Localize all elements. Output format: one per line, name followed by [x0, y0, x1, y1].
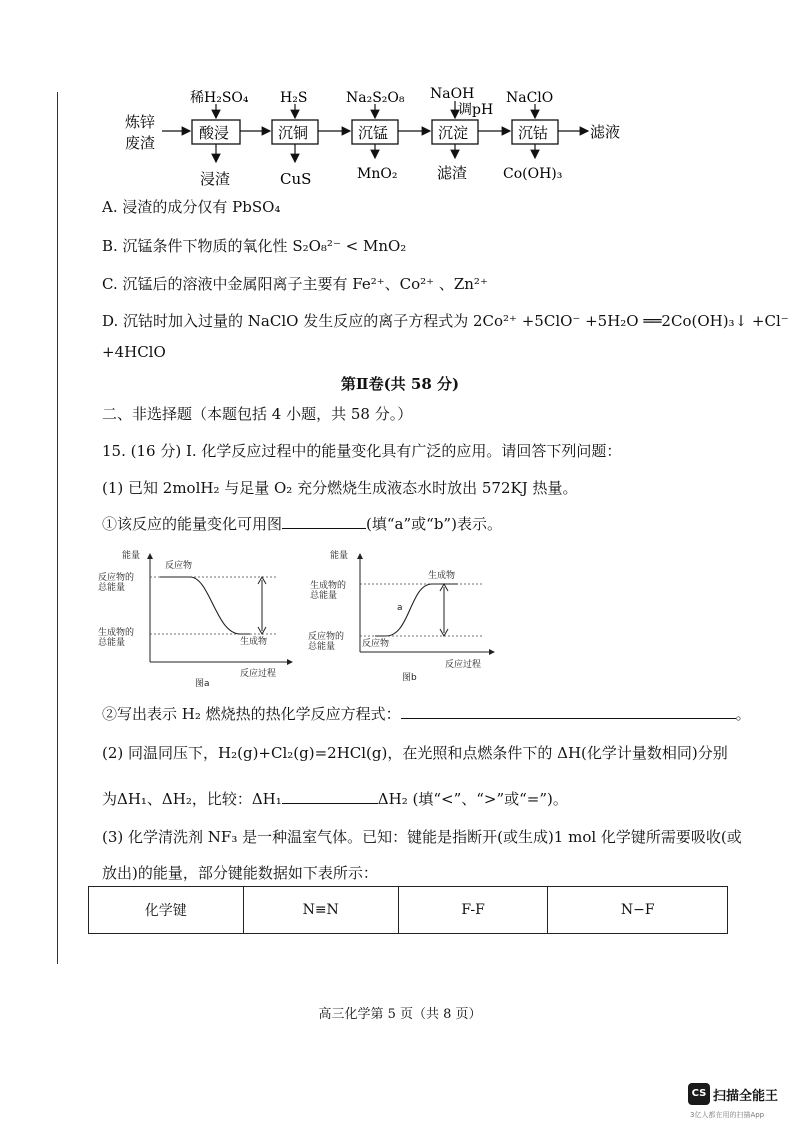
flow-reagent-na2s2o8: Na₂S₂O₈	[346, 90, 405, 106]
flow-reagent-naoh: NaOH	[430, 86, 475, 102]
graph-a-xlabel: 反应过程	[240, 669, 277, 679]
page-footer: 高三化学第 5 页（共 8 页）	[318, 1007, 482, 1022]
q15-part1: (1) 已知 2molH₂ 与足量 O₂ 充分燃烧生成液态水时放出 572KJ 热量。	[102, 479, 578, 497]
scanner-logo-icon: CS	[688, 1083, 710, 1105]
answer-blank-1a[interactable]	[282, 528, 366, 529]
flow-input-line1: 炼锌	[125, 113, 156, 131]
table-header-cell: 化学键	[89, 887, 244, 934]
graph-b-bottom-label: 反应物	[362, 639, 390, 649]
q15-part2-suffix: ΔH₂ (填“<”、“>”或“=”)。	[377, 790, 568, 808]
q15-part1a	[102, 513, 502, 534]
bond-energy-table	[88, 886, 728, 934]
graph-b-left-top-2: 总能量	[310, 591, 338, 601]
margin-line	[57, 92, 58, 964]
flow-step-manganese: 沉锰	[358, 124, 389, 142]
graph-a-left-top-2: 总能量	[98, 583, 126, 593]
q15-part3-line2: 放出)的能量，部分键能数据如下表所示：	[102, 864, 378, 882]
table-row	[89, 887, 728, 934]
option-b: B. 沉锰条件下物质的氧化性 S₂O₈²⁻ < MnO₂	[102, 237, 407, 255]
q15-part2-text: 为ΔH₁、ΔH₂，比较：ΔH₁	[102, 790, 282, 808]
q15-part1a-text: ①该反应的能量变化可用图	[102, 515, 283, 533]
graph-a-ylabel: 能量	[122, 551, 141, 561]
q15-part1b-end: 。	[735, 705, 751, 723]
q15-part2-line1: (2) 同温同压下，H₂(g)+Cl₂(g)=2HCl(g)，在光照和点燃条件下的 ΔH(化学计量数相同)分别	[102, 744, 728, 762]
option-d-line1: D. 沉钴时加入过量的 NaClO 发生反应的离子方程式为 2Co²⁺ +5ClO⁻ +5H₂O ══2Co(OH)₃↓ +Cl⁻	[102, 312, 789, 330]
q15-part1b	[102, 703, 751, 724]
graph-a-top-label: 反应物	[165, 561, 193, 571]
flow-final: 滤液	[590, 123, 621, 141]
flow-step-cobalt: 沉钴	[518, 124, 549, 142]
graph-a-bottom-label: 生成物	[240, 637, 268, 647]
flow-output-residue: 浸渣	[200, 170, 231, 188]
table-header-cell: F-F	[398, 887, 548, 934]
flow-output-cus: CuS	[280, 170, 312, 188]
flow-reagent-naclo: NaClO	[506, 90, 554, 106]
graph-b-xlabel: 反应过程	[445, 660, 482, 670]
flow-reagent-h2s: H₂S	[280, 90, 308, 106]
graph-b-left-bottom-2: 总能量	[308, 642, 336, 652]
scanner-watermark	[688, 1083, 778, 1105]
graph-b-left-bottom-1: 反应物的	[308, 632, 345, 642]
graph-b-top-label: 生成物	[428, 571, 456, 581]
section-heading: 二、非选择题（本题包括 4 小题，共 58 分。）	[102, 405, 413, 423]
energy-graph-a	[90, 546, 300, 688]
section-title: 第Ⅱ卷(共 58 分)	[340, 375, 460, 393]
q15-part1a-suffix: (填“a”或“b”)表示。	[366, 515, 502, 533]
flow-reagent-h2so4: 稀H₂SO₄	[190, 90, 249, 106]
graph-b-ylabel: 能量	[330, 551, 349, 561]
graph-b-mark: a	[397, 603, 403, 613]
flow-input-line2: 废渣	[125, 134, 156, 152]
flow-output-mno2: MnO₂	[357, 166, 398, 182]
option-d-line2: +4HClO	[102, 343, 166, 361]
flow-step-precipitate: 沉淀	[438, 124, 469, 142]
option-a: A. 浸渣的成分仅有 PbSO₄	[102, 198, 281, 216]
graph-a-left-top-1: 反应物的	[98, 573, 135, 583]
graph-a-left-bottom-1: 生成物的	[98, 628, 135, 638]
scanner-app-name: 扫描全能王	[713, 1088, 779, 1104]
answer-blank-2[interactable]	[282, 803, 378, 804]
graph-b-left-top-1: 生成物的	[310, 581, 347, 591]
flow-reagent-ph: 调pH	[458, 102, 494, 118]
flow-output-filter-residue: 滤渣	[437, 164, 468, 182]
table-header-cell: N−F	[548, 887, 728, 934]
process-flowchart	[120, 84, 640, 196]
graph-a-caption: 图a	[195, 679, 210, 688]
flow-step-copper: 沉铜	[278, 124, 309, 142]
scanner-tagline: 3亿人都在用的扫描App	[690, 1111, 765, 1119]
q15-intro: 15. (16 分) Ⅰ. 化学反应过程中的能量变化具有广泛的应用。请回答下列问题：	[102, 442, 622, 460]
graph-b-caption: 图b	[402, 673, 417, 683]
flow-step-acid-leach: 酸浸	[199, 124, 230, 142]
graph-a-left-bottom-2: 总能量	[98, 638, 126, 648]
table-header-cell: N≡N	[243, 887, 398, 934]
answer-blank-1b[interactable]	[401, 718, 736, 719]
flow-output-cooh3: Co(OH)₃	[503, 166, 563, 182]
q15-part2-line2	[102, 788, 568, 809]
option-c: C. 沉锰后的溶液中金属阳离子主要有 Fe²⁺、Co²⁺ 、Zn²⁺	[102, 275, 488, 293]
q15-part1b-text: ②写出表示 H₂ 燃烧热的热化学反应方程式：	[102, 705, 401, 723]
energy-graph-b	[300, 546, 500, 688]
q15-part3-line1: (3) 化学清洗剂 NF₃ 是一种温室气体。已知：键能是指断开(或生成)1 mol 化学键所需要吸收(或	[102, 828, 742, 846]
